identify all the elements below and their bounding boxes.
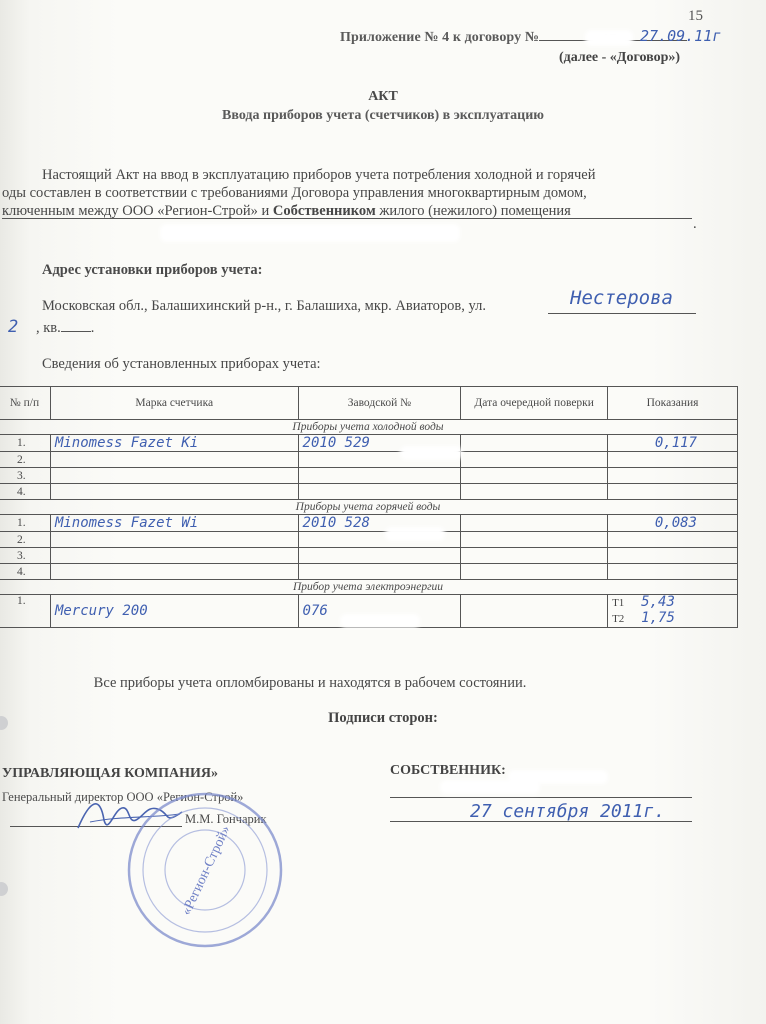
meter-verification-date [461, 515, 608, 532]
meter-reading [608, 484, 738, 500]
meter-serial [298, 548, 461, 564]
devices-intro: Сведения об установленных приборах учета: [42, 356, 321, 372]
owner-signature-line [390, 797, 692, 798]
act-title: АКТ [368, 89, 398, 104]
act-subtitle: Ввода приборов учета (счетчиков) в эксплуатацию [222, 108, 544, 123]
meter-verification-date [461, 435, 608, 452]
tariff-2 [612, 611, 733, 627]
meter-reading [608, 452, 738, 468]
address-text: Московская обл., Балашихинский р-н., г. Балашиха, мкр. Авиаторов, ул. [42, 298, 486, 314]
meter-verification-date [461, 532, 608, 548]
col-header-brand: Марка счетчика [50, 387, 298, 420]
redaction [440, 780, 540, 794]
meter-verification-date [461, 564, 608, 580]
tariff-2-value: 1,75 [641, 610, 675, 626]
apartment-label: , кв. . [36, 320, 95, 336]
owner-label: СОБСТВЕННИК: [390, 763, 506, 778]
table-row [0, 435, 738, 452]
meter-serial [298, 564, 461, 580]
meter-brand [50, 564, 298, 580]
meter-brand [50, 548, 298, 564]
meter-brand [50, 468, 298, 484]
section-row-cold [0, 420, 738, 435]
meter-reading [608, 564, 738, 580]
meter-brand: Minomess Fazet Wi [50, 515, 298, 532]
meter-brand [50, 532, 298, 548]
redaction [160, 224, 460, 242]
meter-reading: 0,117 [608, 435, 738, 452]
table-row [0, 548, 738, 564]
row-number: 3. [0, 548, 50, 564]
meter-brand [50, 484, 298, 500]
intro-line-1: Настоящий Акт на ввод в эксплуатацию приборов учета потребления холодной и горячей [42, 167, 596, 183]
row-number: 1. [0, 435, 50, 452]
signatures-heading: Подписи сторон: [328, 710, 438, 726]
table-row [0, 564, 738, 580]
address-heading: Адрес установки приборов учета: [42, 262, 263, 278]
meter-reading-tariffs [608, 595, 738, 628]
section-title-cold: Приборы учета холодной воды [0, 420, 738, 435]
handwritten-house: 2 [8, 317, 19, 337]
handwritten-street: Нестерова [570, 287, 673, 309]
tariff-1-label: T1 [612, 597, 625, 609]
stamp-text: «Регион-Строй» [179, 823, 234, 918]
meter-verification-date [461, 595, 608, 628]
director-title: Генеральный директор ООО «Регион-Строй» [2, 790, 244, 804]
meter-reading [608, 532, 738, 548]
meter-brand [50, 452, 298, 468]
tariff-2-label: T2 [612, 613, 625, 625]
tariff-1-value: 5,43 [641, 594, 675, 610]
tariff-1 [612, 595, 733, 611]
row-number: 2. [0, 452, 50, 468]
director-name: М.М. Гончарик [185, 812, 267, 826]
devices-table [0, 386, 738, 628]
col-header-reading: Показания [608, 387, 738, 420]
owner-name-line [2, 218, 692, 219]
apartment-blank [61, 331, 91, 332]
handwritten-contract-date: 27.09.11г [640, 27, 722, 45]
meter-verification-date [461, 452, 608, 468]
meter-verification-date [461, 484, 608, 500]
row-number: 1. [0, 595, 50, 628]
table-row [0, 452, 738, 468]
page-number: 15 [688, 8, 703, 24]
meter-serial: 076 [298, 595, 461, 628]
appendix-label: Приложение № 4 к договору № [340, 30, 539, 45]
meter-brand: Minomess Fazet Ki [50, 435, 298, 452]
company-stamp [125, 790, 285, 950]
col-header-date: Дата очередной поверки [461, 387, 608, 420]
meter-reading [608, 468, 738, 484]
col-header-number: № п/п [0, 387, 50, 420]
punch-hole [0, 882, 8, 896]
dalee-note: (далее - «Договор») [559, 50, 681, 65]
intro-line-3-c: жилого (нежилого) помещения [375, 203, 571, 219]
table-row [0, 532, 738, 548]
meter-serial: 2010 528 [298, 515, 461, 532]
row-number: 1. [0, 515, 50, 532]
intro-line-3-a: ключенным между ООО «Регион-Строй» и [2, 203, 273, 219]
table-header-row [0, 387, 738, 420]
sealed-statement: Все приборы учета опломбированы и находятся в рабочем состоянии. [93, 675, 527, 691]
meter-reading: 0,083 [608, 515, 738, 532]
table-row [0, 484, 738, 500]
intro-line-2: оды составлен в соответствии с требованиями Договора управления многоквартирным домом, [2, 185, 587, 201]
redaction [385, 527, 445, 541]
section-title-electric: Прибор учета электроэнергии [0, 580, 738, 595]
meter-verification-date [461, 468, 608, 484]
redaction [340, 614, 420, 628]
owner-line-period: . [693, 216, 697, 232]
redaction [400, 446, 462, 460]
section-row-electric [0, 580, 738, 595]
meter-serial [298, 484, 461, 500]
row-number: 4. [0, 564, 50, 580]
meter-verification-date [461, 548, 608, 564]
management-company-label: УПРАВЛЯЮЩАЯ КОМПАНИЯ» [2, 766, 219, 781]
meter-serial [298, 468, 461, 484]
row-number: 2. [0, 532, 50, 548]
section-row-hot [0, 500, 738, 515]
street-line [548, 313, 696, 314]
kv-label: , кв. [36, 320, 61, 336]
table-row [0, 468, 738, 484]
row-number: 3. [0, 468, 50, 484]
row-number: 4. [0, 484, 50, 500]
redaction [585, 30, 633, 46]
section-title-hot: Приборы учета горячей воды [0, 500, 738, 515]
col-header-serial: Заводской № [298, 387, 461, 420]
meter-reading [608, 548, 738, 564]
meter-serial: 2010 529 [298, 435, 461, 452]
meter-brand: Mercury 200 [50, 595, 298, 628]
intro-owner-word: Собственником [272, 203, 376, 219]
appendix-line [340, 30, 687, 46]
handwritten-owner-date: 27 сентября 2011г. [470, 801, 666, 822]
table-row [0, 515, 738, 532]
